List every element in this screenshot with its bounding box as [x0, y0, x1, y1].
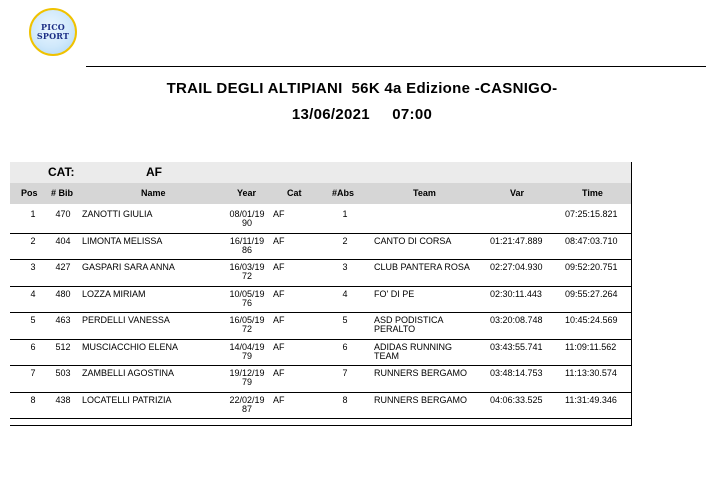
cell-team-line2: PERALTO: [374, 324, 416, 334]
cell-cat: AF: [273, 315, 285, 325]
cell-team: ADIDAS RUNNING: [374, 341, 453, 352]
cell-abs: 1: [342, 209, 348, 219]
cell-time: 07:25:15.821: [565, 209, 618, 219]
cell-bib: 404: [55, 235, 71, 246]
cell-var: 02:30:11.443: [490, 288, 542, 299]
cell-team: CLUB PANTERA ROSA: [374, 262, 470, 272]
row-separator: [10, 259, 631, 260]
column-header-bib: # Bib: [51, 188, 74, 198]
cell-pos: 6: [30, 341, 36, 352]
cell-var: 03:43:55.741: [490, 341, 543, 352]
cell-bib: 503: [55, 368, 71, 378]
cell-abs: 6: [342, 341, 348, 352]
cell-birthdate-suffix: 76: [241, 297, 252, 308]
cell-abs: 8: [342, 394, 348, 405]
cell-name: ZAMBELLI AGOSTINA: [82, 368, 175, 378]
column-header-year: Year: [237, 188, 257, 198]
cell-time: 09:55:27.264: [565, 288, 618, 299]
cell-birthdate: 16/11/19: [229, 235, 265, 246]
cell-team: RUNNERS BERGAMO: [374, 368, 468, 378]
cell-team: CANTO DI CORSA: [374, 235, 452, 246]
cell-birthdate-suffix: 79: [241, 377, 252, 387]
cell-birthdate: 10/05/19: [229, 288, 265, 299]
cell-team: ASD PODISTICA: [374, 315, 444, 325]
cell-birthdate-suffix: 90: [241, 218, 252, 228]
cell-team: FO' DI PE: [374, 288, 415, 299]
cell-bib: 463: [55, 315, 71, 325]
cell-name: MUSCIACCHIO ELENA: [82, 341, 179, 352]
cell-pos: 4: [30, 288, 36, 299]
cell-pos: 1: [30, 209, 36, 219]
column-header-name: Name: [141, 188, 166, 198]
cell-pos: 2: [30, 235, 36, 246]
cell-time: 11:09:11.562: [565, 341, 617, 352]
cell-name: LOZZA MIRIAM: [82, 288, 146, 299]
cell-cat: AF: [273, 209, 285, 219]
cell-time: 09:52:20.751: [565, 262, 618, 272]
cell-pos: 3: [30, 262, 36, 272]
cell-birthdate: 16/05/19: [229, 315, 265, 325]
cell-birthdate-suffix: 79: [241, 350, 252, 361]
row-separator: [10, 233, 631, 234]
cell-abs: 5: [342, 315, 348, 325]
cell-var: 01:21:47.889: [490, 235, 543, 246]
cell-birthdate: 19/12/19: [229, 368, 265, 378]
cell-bib: 480: [55, 288, 71, 299]
cell-bib: 470: [55, 209, 71, 219]
cell-bib: 438: [55, 394, 71, 405]
logo-text-line1: PICO: [41, 22, 65, 32]
cell-cat: AF: [273, 394, 285, 405]
cell-team: RUNNERS BERGAMO: [374, 394, 468, 405]
cell-name: LOCATELLI PATRIZIA: [82, 394, 172, 405]
row-separator: [10, 365, 631, 366]
cell-bib: 512: [55, 341, 71, 352]
cell-abs: 3: [342, 262, 348, 272]
cell-cat: AF: [273, 262, 285, 272]
category-label: CAT:: [48, 165, 75, 179]
cell-birthdate: 16/03/19: [229, 262, 265, 272]
cell-pos: 8: [30, 394, 36, 405]
column-header-pos: Pos: [21, 188, 38, 198]
cell-var: 02:27:04.930: [490, 262, 543, 272]
cell-cat: AF: [273, 341, 285, 352]
page-title: TRAIL DEGLI ALTIPIANI 56K 4a Edizione -CASNIGO-: [166, 80, 558, 97]
pico-sport-logo: [29, 8, 77, 56]
cell-name: LIMONTA MELISSA: [82, 235, 163, 246]
cell-cat: AF: [273, 288, 285, 299]
row-separator: [10, 286, 631, 287]
cell-var: 03:48:14.753: [490, 368, 543, 378]
column-header-time: Time: [582, 188, 603, 198]
cell-abs: 7: [342, 368, 348, 378]
cell-name: PERDELLI VANESSA: [82, 315, 170, 325]
cell-pos: 5: [30, 315, 36, 325]
cell-name: ZANOTTI GIULIA: [82, 209, 153, 219]
cell-birthdate-suffix: 87: [241, 403, 252, 414]
row-separator: [10, 418, 631, 419]
cell-cat: AF: [273, 235, 285, 246]
cell-birthdate-suffix: 72: [241, 271, 252, 281]
cell-time: 10:45:24.569: [565, 315, 618, 325]
cell-bib: 427: [55, 262, 71, 272]
column-header-cat: Cat: [287, 188, 302, 198]
column-header-var: Var: [510, 188, 525, 198]
row-separator: [10, 339, 631, 340]
cell-time: 11:31:49.346: [565, 394, 617, 405]
cell-time: 08:47:03.710: [565, 235, 618, 246]
race-date-time: 13/06/2021 07:00: [291, 106, 433, 123]
cell-pos: 7: [30, 368, 36, 378]
cell-var: 03:20:08.748: [490, 315, 543, 325]
cell-birthdate: 14/04/19: [229, 341, 265, 352]
column-header-abs: #Abs: [332, 188, 355, 198]
cell-birthdate-suffix: 86: [241, 244, 252, 255]
logo-text-line2: SPORT: [36, 31, 70, 41]
header-divider: [86, 66, 706, 67]
cell-team-line2: TEAM: [374, 350, 400, 361]
cell-birthdate: 22/02/19: [229, 394, 265, 405]
cell-var: 04:06:33.525: [490, 394, 543, 405]
cell-time: 11:13:30.574: [565, 368, 617, 378]
cell-name: GASPARI SARA ANNA: [82, 262, 175, 272]
cell-birthdate: 08/01/19: [229, 209, 265, 219]
cell-abs: 2: [342, 235, 348, 246]
row-separator: [10, 392, 631, 393]
cell-cat: AF: [273, 368, 285, 378]
cell-birthdate-suffix: 72: [241, 324, 252, 334]
category-value: AF: [146, 165, 162, 179]
row-separator: [10, 312, 631, 313]
column-header-team: Team: [413, 188, 436, 198]
cell-abs: 4: [342, 288, 348, 299]
